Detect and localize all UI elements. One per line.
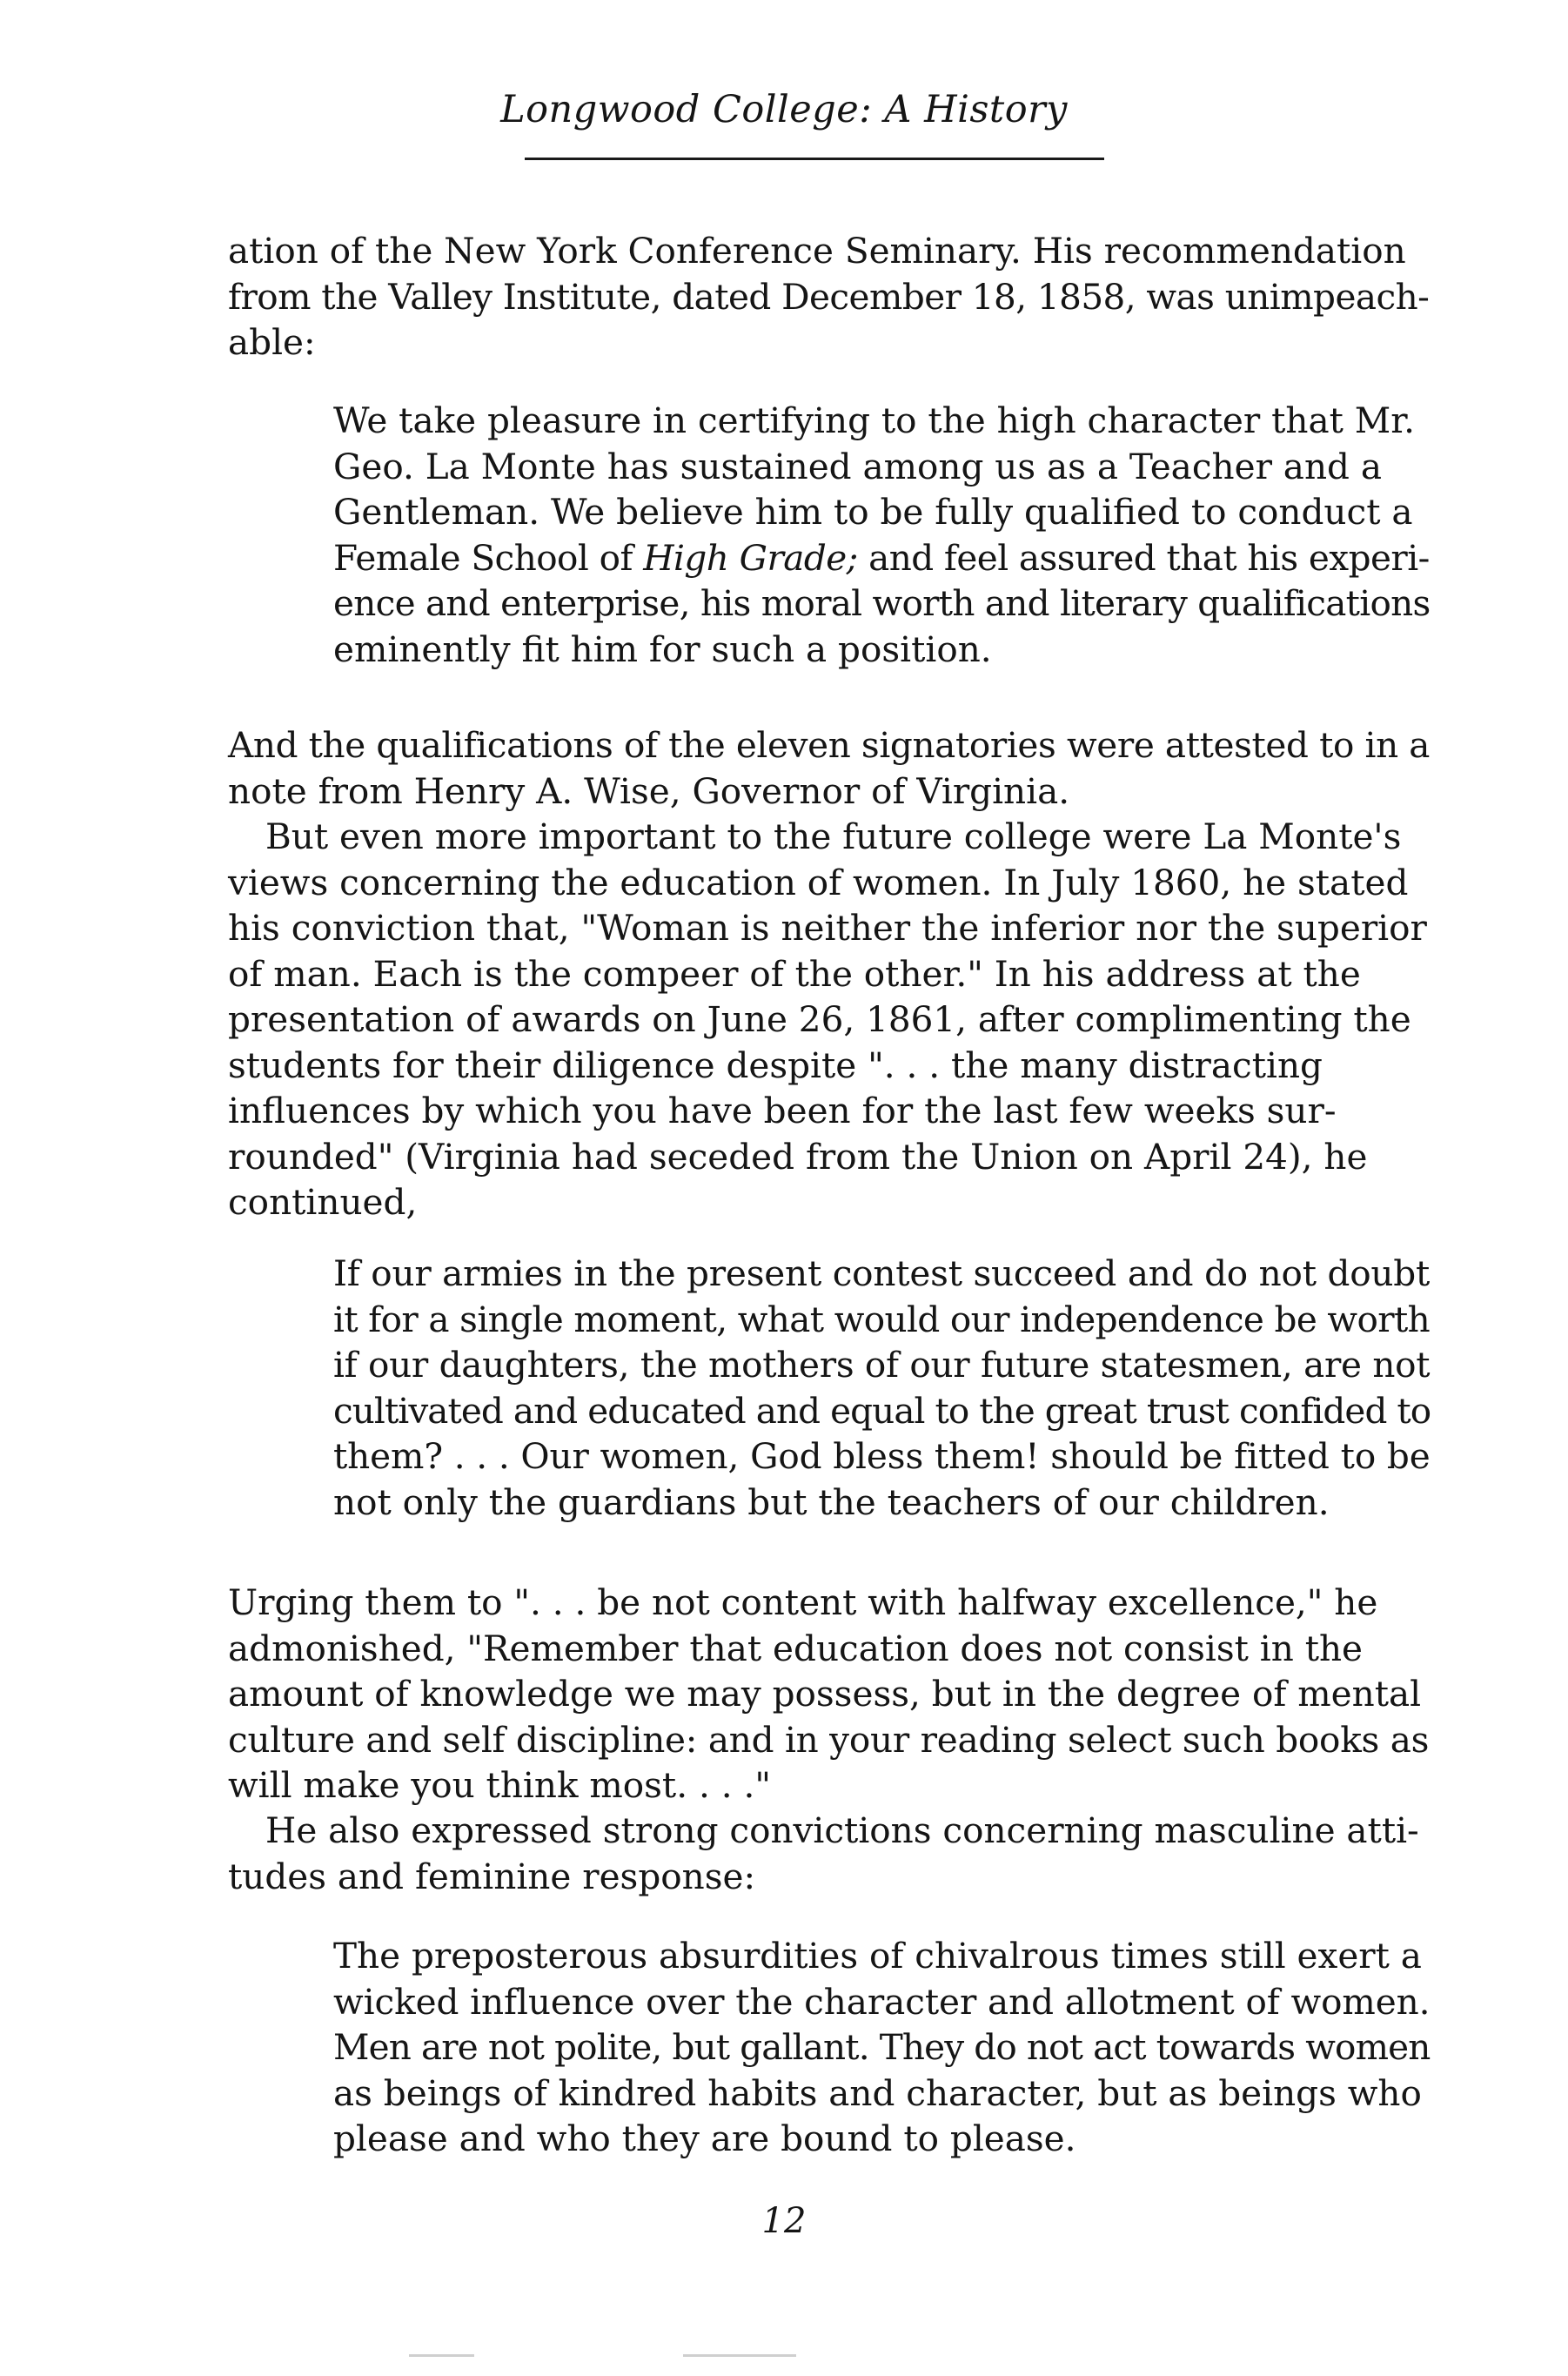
block-quote-armies — [333, 1251, 1430, 1525]
quote-line: as beings of kindred habits and character, but as beings who — [333, 2071, 1422, 2114]
quote-line: Geo. La Monte has sustained among us as a Teacher and a — [333, 445, 1382, 487]
quote-line: please and who they are bound to please. — [333, 2118, 1076, 2159]
text-line: of man. Each is the compeer of the other." In his address at the — [228, 952, 1361, 995]
text-line: ation of the New York Conference Seminary. His recommendation — [228, 230, 1406, 272]
quote-line: it for a single moment, what would our independence be worth — [333, 1298, 1431, 1340]
header-rule — [525, 158, 1104, 160]
text-line: views concerning the education of women. In July 1860, he stated — [228, 861, 1409, 903]
quote-line: The preposterous absurdities of chivalrous times still exert a — [333, 1935, 1422, 1977]
quote-text: Female School of — [333, 536, 644, 579]
quote-line: eminently fit him for such a position. — [333, 628, 992, 670]
quote-line: wicked influence over the character and allotment of women. — [333, 1980, 1431, 2023]
text-line: But even more important to the future college were La Monte's — [265, 815, 1402, 857]
page-number: 12 — [761, 2201, 807, 2241]
quote-line: not only the guardians but the teachers of our children. — [333, 1480, 1330, 1523]
text-line: rounded" (Virginia had seceded from the Union on April 24), he — [228, 1135, 1368, 1178]
text-line: able: — [228, 321, 316, 363]
quote-line: If our armies in the present contest succeed and do not doubt — [333, 1252, 1431, 1294]
text-line: Urging them to ". . . be not content with halfway excellence," he — [228, 1581, 1378, 1623]
running-head-title: Longwood College: A History — [500, 88, 1068, 131]
text-line: admonished, "Remember that education does not consist in the — [228, 1627, 1364, 1669]
quote-line: them? . . . Our women, God bless them! should be fitted to be — [333, 1435, 1431, 1477]
quote-line: cultivated and educated and equal to the great trust confided to — [333, 1389, 1431, 1432]
emphasized-phrase: High Grade; — [643, 536, 858, 579]
text-line: students for their diligence despite ". . . the many distracting — [228, 1044, 1323, 1086]
text-line: note from Henry A. Wise, Governor of Virginia. — [228, 769, 1070, 812]
text-line: his conviction that, "Woman is neither the inferior nor the superior — [228, 907, 1427, 949]
paragraph-continuation — [228, 228, 1429, 366]
text-line: He also expressed strong convictions concerning masculine atti- — [265, 1809, 1419, 1851]
text-line: continued, — [228, 1181, 418, 1223]
paragraph-attitudes — [228, 1808, 1429, 1899]
quote-text: and feel assured that his experi- — [857, 536, 1430, 579]
text-line: influences by which you have been for the last few weeks sur- — [228, 1090, 1337, 1131]
text-line: culture and self discipline: and in your reading select such books as — [228, 1718, 1430, 1761]
paragraph-excellence — [228, 1580, 1429, 1809]
text-line: tudes and feminine response: — [228, 1855, 756, 1897]
text-line: And the qualifications of the eleven signatories were attested to in a — [228, 724, 1431, 766]
paragraph-signatories — [228, 722, 1429, 814]
text-line: presentation of awards on June 26, 1861, after complimenting the — [228, 998, 1411, 1040]
block-quote-recommendation — [333, 398, 1430, 672]
scan-artifact-line — [683, 2354, 796, 2357]
text-line: from the Valley Institute, dated December 18, 1858, was unimpeach- — [228, 275, 1430, 318]
text-line: amount of knowledge we may possess, but in the degree of mental — [228, 1673, 1422, 1715]
quote-line: ence and enterprise, his moral worth and literary qualifications — [333, 582, 1431, 624]
scan-artifact-line — [409, 2354, 474, 2357]
quote-line — [333, 535, 1430, 581]
quote-line: We take pleasure in certifying to the high character that Mr. — [333, 399, 1416, 441]
text-line: will make you think most. . . ." — [228, 1764, 771, 1806]
block-quote-chivalry — [333, 1933, 1430, 2162]
quote-line: if our daughters, the mothers of our future statesmen, are not — [333, 1344, 1431, 1386]
paragraph-education-views — [228, 814, 1429, 1225]
quote-line: Men are not polite, but gallant. They do not act towards women — [333, 2026, 1431, 2068]
quote-line: Gentleman. We believe him to be fully qualified to conduct a — [333, 491, 1413, 533]
